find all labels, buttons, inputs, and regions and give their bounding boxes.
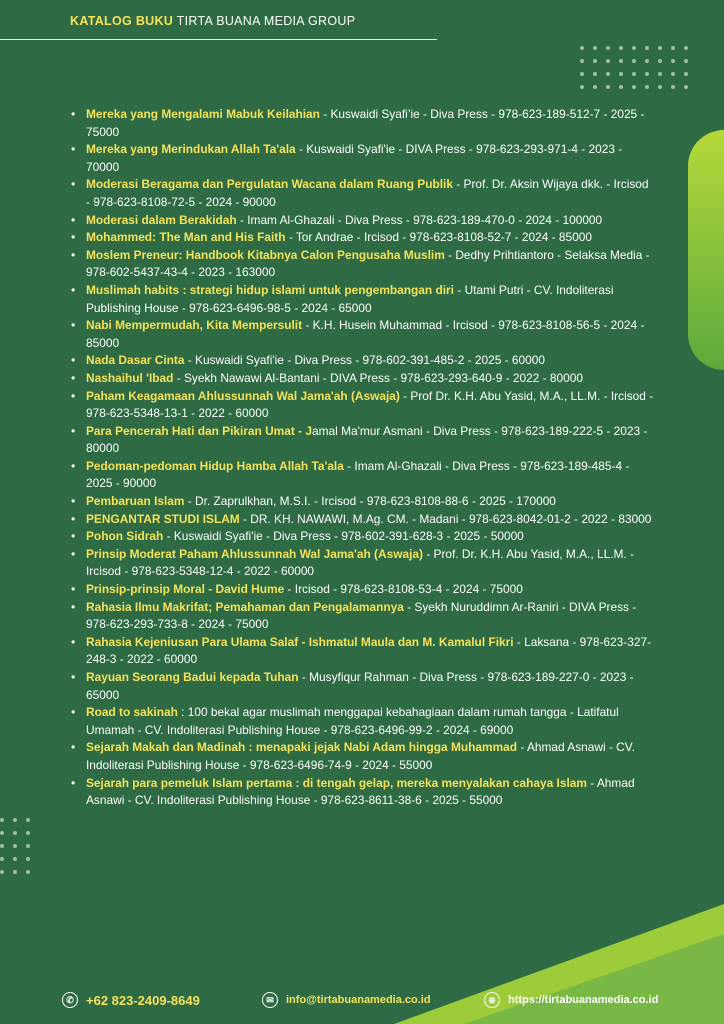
decorative-dot	[684, 46, 688, 50]
decorative-dot	[684, 85, 688, 89]
footer-email[interactable]	[262, 992, 431, 1008]
book-list-item	[70, 458, 655, 493]
header-brand-rest: TIRTA BUANA MEDIA GROUP	[173, 14, 356, 28]
book-title: Muslimah habits : strategi hidup islami untuk pengembangan diri	[86, 282, 454, 297]
book-details: - Musyfiqur Rahman - Diva Press - 978-623-189-227-0 - 2023 - 65000	[86, 670, 634, 702]
book-title: Moderasi dalam Berakidah	[86, 212, 237, 227]
decorative-dot	[658, 85, 662, 89]
book-title: Pembaruan Islam	[86, 494, 185, 509]
book-list-item	[70, 282, 655, 317]
book-title: Nashaihul 'Ibad	[86, 370, 174, 385]
book-title: Nabi Mempermudah, Kita Mempersulit	[86, 318, 303, 333]
book-details: - Imam Al-Ghazali - Diva Press - 978-623-189-485-4 - 2025 - 90000	[86, 458, 630, 491]
book-title: Sejarah para pemeluk Islam pertama : di tengah gelap, mereka menyalakan cahaya Islam	[86, 775, 587, 790]
decorative-dot	[632, 59, 636, 63]
book-details: - Tor Andrae - Ircisod - 978-623-8108-52-7 - 2024 - 85000	[285, 230, 592, 245]
decorative-dot	[645, 46, 649, 50]
decorative-dot	[580, 46, 584, 50]
book-details: - Syekh Nuruddimn Ar-Raniri - DIVA Press - 978-623-293-733-8 - 2024 - 75000	[86, 599, 637, 632]
decorative-dot	[671, 59, 675, 63]
decorative-lime-shape	[688, 130, 724, 370]
book-list-item	[70, 423, 655, 458]
footer-email-text: info@tirtabuanamedia.co.id	[286, 994, 431, 1006]
book-details: - Utami Putri - CV. Indoliterasi Publishing House - 978-623-6496-98-5 - 2024 - 65000	[86, 282, 614, 315]
footer-website[interactable]	[484, 992, 658, 1008]
book-list-item	[70, 229, 655, 247]
book-title: Rayuan Seorang Badui kepada Tuhan	[86, 670, 299, 684]
book-details: - Prof. Dr. Aksin Wijaya dkk. - Ircisod - 978-623-8108-72-5 - 2024 - 90000	[86, 177, 649, 209]
book-list-item	[70, 546, 655, 581]
decorative-dot	[13, 818, 17, 822]
book-list-item	[70, 599, 655, 634]
decorative-dot	[0, 831, 4, 835]
decorative-dot	[593, 85, 597, 89]
book-title: Nada Dasar Cinta	[86, 353, 185, 368]
decorative-dot	[580, 59, 584, 63]
decorative-dot	[593, 59, 597, 63]
decorative-dot	[619, 85, 623, 89]
footer-phone-text: +62 823-2409-8649	[86, 992, 200, 1008]
decorative-dot	[0, 818, 4, 822]
decorative-dot	[606, 59, 610, 63]
book-details: - Kuswaidi Syafi’ie - Diva Press - 978-623-189-512-7 - 2025 - 75000	[86, 107, 645, 139]
book-title: Prinsip-prinsip Moral - David Hume	[86, 582, 285, 597]
book-list-item	[70, 352, 655, 370]
book-title: Sejarah Makah dan Madinah : menapaki jejak Nabi Adam hingga Muhammad	[86, 740, 518, 755]
decorative-dot	[26, 818, 30, 822]
header-divider	[0, 39, 437, 40]
decorative-dot	[580, 85, 584, 89]
decorative-dot	[26, 857, 30, 861]
decorative-dot	[13, 831, 17, 835]
decorative-dot	[632, 85, 636, 89]
book-title: Rahasia Kejeniusan Para Ulama Salaf - Ishmatul Maula dan M. Kamalul Fikri	[86, 634, 514, 649]
book-details: - Prof Dr. K.H. Abu Yasid, M.A., LL.M. - Ircisod - 978-623-5348-13-1 - 2022 - 60000	[86, 388, 654, 421]
book-list	[70, 106, 655, 810]
book-list-item	[70, 581, 655, 599]
book-details: - K.H. Husein Muhammad - Ircisod - 978-623-8108-56-5 - 2024 - 85000	[86, 318, 645, 350]
decorative-dot	[606, 72, 610, 76]
book-list-item	[70, 247, 655, 282]
decorative-dot	[658, 46, 662, 50]
decorative-dots-top	[580, 46, 690, 92]
decorative-dot	[619, 46, 623, 50]
header-brand-bold: KATALOG BUKU	[70, 14, 174, 28]
decorative-dot	[671, 72, 675, 76]
footer	[0, 992, 724, 1016]
footer-website-text: https://tirtabuanamedia.co.id	[508, 994, 659, 1006]
book-title: PENGANTAR STUDI ISLAM	[86, 511, 240, 526]
decorative-dot	[658, 72, 662, 76]
book-list-item	[70, 212, 655, 230]
decorative-dot	[593, 72, 597, 76]
whatsapp-icon: ✆	[62, 992, 78, 1008]
decorative-dot	[593, 46, 597, 50]
decorative-dot	[13, 870, 17, 874]
book-title: Mohammed: The Man and His Faith	[86, 230, 286, 245]
footer-phone[interactable]	[62, 992, 200, 1008]
book-list-item	[70, 528, 655, 546]
book-details: - Laksana - 978-623-327-248-3 - 2022 - 60000	[86, 634, 652, 667]
decorative-dot	[658, 59, 662, 63]
decorative-dots-left	[0, 818, 40, 878]
book-list-item	[70, 493, 655, 511]
decorative-dot	[632, 72, 636, 76]
decorative-dot	[26, 844, 30, 848]
book-details: amal Ma'mur Asmani - Diva Press - 978-623-189-222-5 - 2023 - 80000	[86, 423, 648, 456]
book-title: Paham Keagamaan Ahlussunnah Wal Jama'ah (Aswaja)	[86, 388, 400, 403]
book-details: - Ircisod - 978-623-8108-53-4 - 2024 - 75000	[284, 582, 523, 597]
decorative-dot	[632, 46, 636, 50]
decorative-dot	[0, 870, 4, 874]
book-details: - Kuswaidi Syafi'ie - Diva Press - 978-602-391-485-2 - 2025 - 60000	[184, 353, 545, 368]
book-list-item	[70, 634, 655, 669]
book-title: Prinsip Moderat Paham Ahlussunnah Wal Jama'ah (Aswaja)	[86, 546, 423, 561]
decorative-dot	[606, 85, 610, 89]
book-title: Road to sakinah	[86, 705, 178, 720]
book-details: - Kuswaidi Syafi'ie - DIVA Press - 978-623-293-971-4 - 2023 - 70000	[86, 142, 623, 174]
catalog-header	[70, 14, 355, 28]
decorative-dot	[645, 85, 649, 89]
book-details: - DR. KH. NAWAWI, M.Ag. CM. - Madani - 978-623-8042-01-2 - 2022 - 83000	[239, 511, 652, 526]
decorative-dot	[684, 59, 688, 63]
book-list-item	[70, 669, 655, 704]
book-title: Pedoman-pedoman Hidup Hamba Allah Ta'ala	[86, 458, 344, 473]
book-details: - Syekh Nawawi Al-Bantani - DIVA Press - 978-623-293-640-9 - 2022 - 80000	[173, 370, 583, 385]
book-details: - Ahmad Asnawi - CV. Indoliterasi Publishing House - 978-623-6496-74-9 - 2024 - 55000	[86, 740, 635, 772]
book-list-item	[70, 141, 655, 176]
book-list-item	[70, 511, 655, 529]
decorative-dot	[26, 831, 30, 835]
book-details: - Kuswaidi Syafi'ie - Diva Press - 978-602-391-628-3 - 2025 - 50000	[163, 529, 524, 544]
book-title: Rahasia Ilmu Makrifat; Pemahaman dan Pengalamannya	[86, 599, 404, 614]
decorative-dot	[13, 844, 17, 848]
book-list-item	[70, 370, 655, 388]
book-title: Mereka yang Mengalami Mabuk Keilahian	[86, 107, 320, 121]
decorative-dot	[13, 857, 17, 861]
book-list-item	[70, 739, 655, 774]
decorative-dot	[619, 59, 623, 63]
book-details: - Ahmad Asnawi - CV. Indoliterasi Publishing House - 978-623-8611-38-6 - 2025 - 55000	[86, 775, 635, 808]
book-details: : 100 bekal agar muslimah menggapai kebahagiaan dalam rumah tangga - Latifatul Umamah - CV. Indoliterasi Publishing House - 978-623-6496-99-2 - 2024 - 69000	[86, 705, 619, 737]
decorative-dot	[619, 72, 623, 76]
book-title: Para Pencerah Hati dan Pikiran Umat - J	[86, 423, 313, 438]
book-list-item	[70, 106, 655, 141]
book-list-item	[70, 176, 655, 211]
decorative-dot	[580, 72, 584, 76]
decorative-dot	[26, 870, 30, 874]
book-list-item	[70, 388, 655, 423]
book-list-item	[70, 317, 655, 352]
book-list-item	[70, 775, 655, 810]
decorative-dot	[671, 85, 675, 89]
decorative-dot	[645, 72, 649, 76]
book-details: - Imam Al-Ghazali - Diva Press - 978-623-189-470-0 - 2024 - 100000	[236, 212, 603, 227]
book-details: - Dr. Zaprulkhan, M.S.I. - Ircisod - 978-623-8108-88-6 - 2025 - 170000	[184, 494, 556, 509]
decorative-dot	[606, 46, 610, 50]
book-title: Mereka yang Merindukan Allah Ta'ala	[86, 142, 296, 157]
book-details: - Dedhy Prihtiantoro - Selaksa Media - 978-602-5437-43-4 - 2023 - 163000	[86, 247, 650, 280]
decorative-dot	[0, 857, 4, 861]
globe-icon: ⊕	[484, 992, 500, 1008]
decorative-dot	[645, 59, 649, 63]
book-title: Moderasi Beragama dan Pergulatan Wacana dalam Ruang Publik	[86, 177, 453, 192]
book-title: Pohon Sidrah	[86, 529, 164, 544]
mail-icon: ✉	[262, 992, 278, 1008]
book-title: Moslem Preneur: Handbook Kitabnya Calon Pengusaha Muslim	[86, 247, 445, 262]
decorative-dot	[671, 46, 675, 50]
decorative-dot	[0, 844, 4, 848]
book-details: - Prof. Dr. K.H. Abu Yasid, M.A., LL.M. - Ircisod - 978-623-5348-12-4 - 2022 - 60000	[86, 546, 634, 579]
decorative-dot	[684, 72, 688, 76]
book-list-item	[70, 704, 655, 739]
